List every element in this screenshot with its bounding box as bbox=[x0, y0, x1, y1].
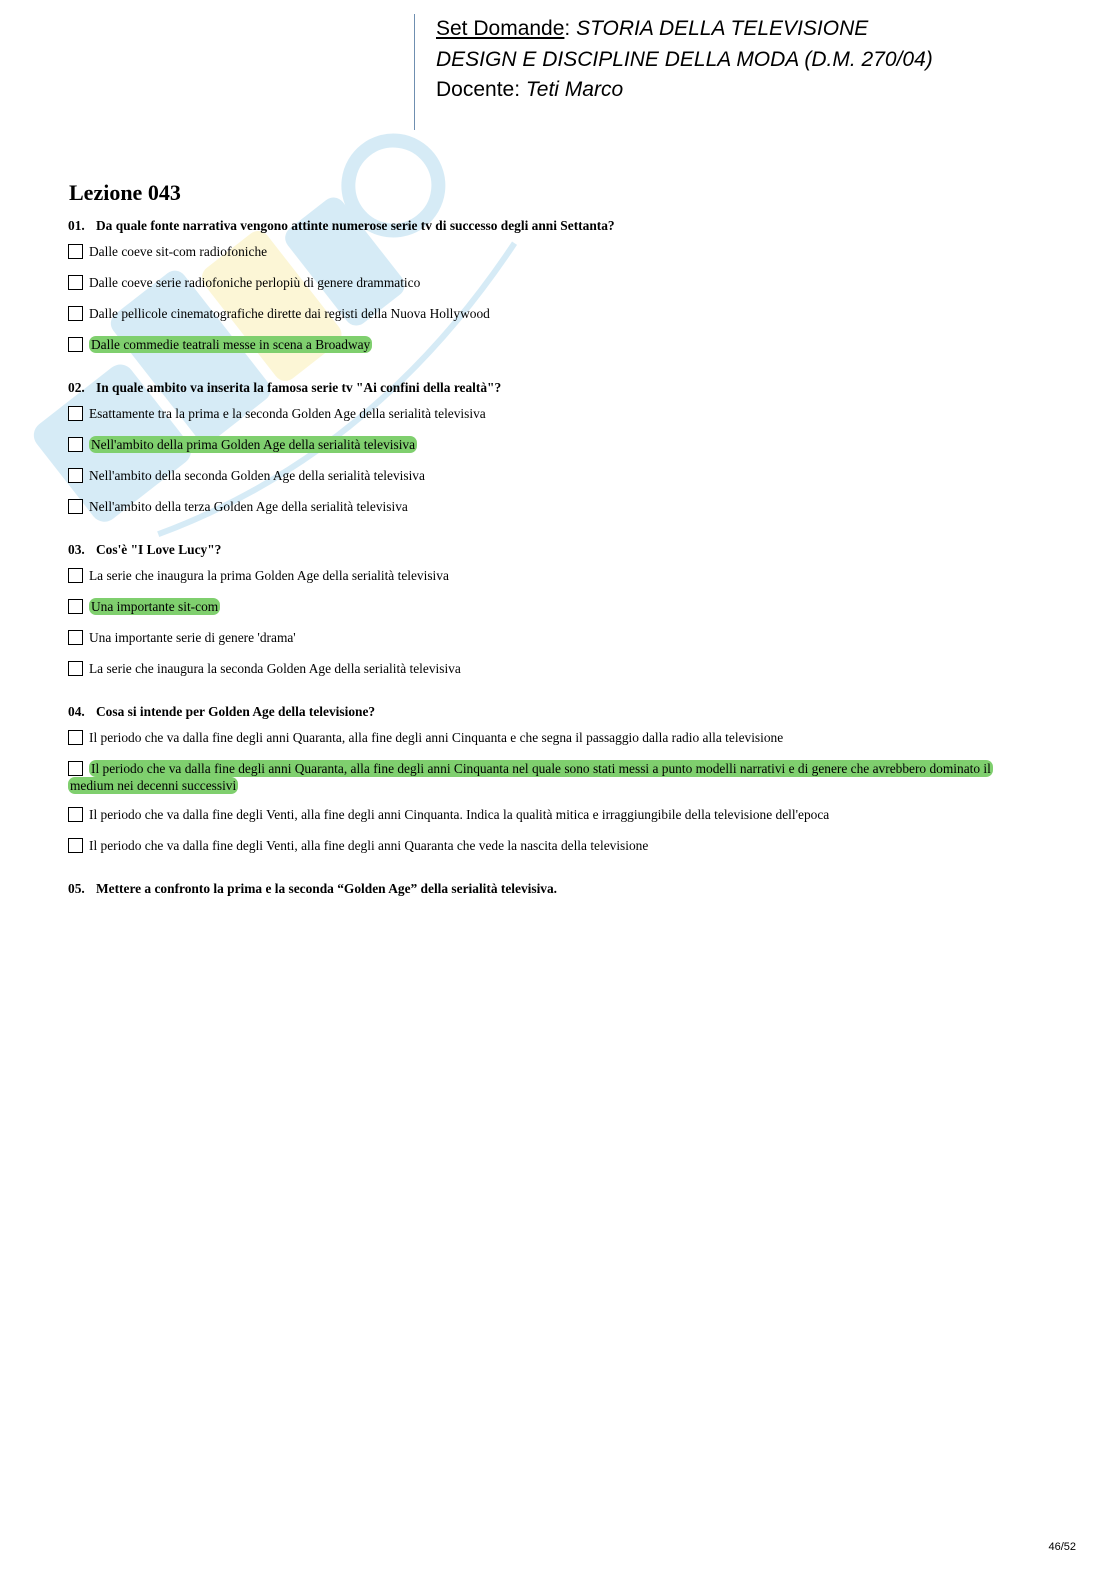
answer-checkbox[interactable] bbox=[68, 499, 83, 514]
question-block bbox=[68, 881, 1028, 897]
teacher-label: Docente: bbox=[436, 78, 526, 101]
answer-label bbox=[89, 806, 829, 823]
page-number: 46/52 bbox=[1048, 1541, 1076, 1553]
lesson-title: Lezione 043 bbox=[69, 180, 181, 205]
question-block bbox=[68, 542, 1028, 690]
answer-label bbox=[89, 629, 296, 646]
answer-checkbox[interactable] bbox=[68, 406, 83, 421]
correct-answer-highlight: Dalle commedie teatrali messe in scena a Broadway bbox=[91, 337, 371, 352]
question-number: 05. bbox=[68, 881, 85, 896]
question-block bbox=[68, 380, 1028, 528]
question-label: Da quale fonte narrativa vengono attinte numerose serie tv di successo degli anni Settanta? bbox=[96, 218, 615, 233]
answer-text: Il periodo che va dalla fine degli Venti, alla fine degli anni Quaranta che vede la nascita della televisione bbox=[89, 838, 649, 853]
correct-answer-highlight: Una importante sit-com bbox=[91, 599, 219, 614]
correct-answer-highlight: Il periodo che va dalla fine degli anni Quaranta, alla fine degli anni Cinquanta nel quale sono stati messi a punto modelli narrativi e di genere che avrebbero dominato il medium nei decenni successivi bbox=[70, 761, 991, 793]
answer-checkbox[interactable] bbox=[68, 568, 83, 583]
answer-checkbox[interactable] bbox=[68, 244, 83, 259]
answer-text: La serie che inaugura la seconda Golden Age della serialità televisiva bbox=[89, 661, 461, 676]
question-text bbox=[68, 881, 1028, 897]
question-text bbox=[68, 218, 1028, 234]
answer-checkbox[interactable] bbox=[68, 599, 83, 614]
answer-checkbox[interactable] bbox=[68, 468, 83, 483]
answer-checkbox[interactable] bbox=[68, 661, 83, 676]
answer-option[interactable] bbox=[68, 435, 1028, 466]
answer-label bbox=[89, 660, 461, 677]
answer-label bbox=[89, 336, 372, 353]
answer-option[interactable] bbox=[68, 728, 1028, 759]
answer-checkbox[interactable] bbox=[68, 306, 83, 321]
answer-text: Il periodo che va dalla fine degli Venti, alla fine degli anni Cinquanta. Indica la qualità mitica e irraggiungibile della televisione dell'epoca bbox=[89, 807, 830, 822]
answer-text: Il periodo che va dalla fine degli anni Quaranta, alla fine degli anni Cinquanta e che segna il passaggio dalla radio alla televisione bbox=[89, 730, 784, 745]
question-number: 01. bbox=[68, 218, 85, 233]
teacher-name: Teti Marco bbox=[525, 78, 624, 101]
answer-label bbox=[89, 243, 267, 260]
answer-text: Nell'ambito della seconda Golden Age della serialità televisiva bbox=[89, 468, 425, 483]
answer-option[interactable] bbox=[68, 404, 1028, 435]
answer-checkbox[interactable] bbox=[68, 838, 83, 853]
answer-checkbox[interactable] bbox=[68, 337, 83, 352]
question-label: Cos'è "I Love Lucy"? bbox=[96, 542, 222, 557]
set-title: STORIA DELLA TELEVISIONE bbox=[576, 17, 869, 40]
answer-option[interactable] bbox=[68, 335, 1028, 366]
answer-text: La serie che inaugura la prima Golden Age della serialità televisiva bbox=[89, 568, 449, 583]
answer-text: Dalle coeve sit-com radiofoniche bbox=[89, 244, 268, 259]
answer-option[interactable] bbox=[68, 242, 1028, 273]
answer-text: Dalle pellicole cinematografiche dirette dai registi della Nuova Hollywood bbox=[89, 306, 490, 321]
document-header: Set Domande: STORIA DELLA TELEVISIONE DESIGN E DISCIPLINE DELLA MODA (D.M. 270/04) Docente: Teti Marco bbox=[414, 14, 933, 130]
answer-checkbox[interactable] bbox=[68, 730, 83, 745]
answer-label bbox=[89, 467, 425, 484]
question-label: Mettere a confronto la prima e la seconda “Golden Age” della serialità televisiva. bbox=[96, 881, 558, 896]
question-label: Cosa si intende per Golden Age della televisione? bbox=[96, 704, 376, 719]
set-label: Set Domande bbox=[436, 17, 565, 40]
answer-label bbox=[68, 760, 1020, 794]
question-block bbox=[68, 704, 1028, 867]
question-list bbox=[68, 218, 1028, 911]
answer-text: Una importante serie di genere 'drama' bbox=[89, 630, 296, 645]
answer-option[interactable] bbox=[68, 497, 1028, 528]
answer-label bbox=[89, 567, 449, 584]
answer-checkbox[interactable] bbox=[68, 275, 83, 290]
answer-checkbox[interactable] bbox=[68, 630, 83, 645]
question-number: 02. bbox=[68, 380, 85, 395]
correct-answer-highlight: Nell'ambito della prima Golden Age della serialità televisiva bbox=[91, 437, 416, 452]
answer-label bbox=[89, 405, 486, 422]
answer-label bbox=[89, 305, 490, 322]
answer-label bbox=[89, 498, 408, 515]
answer-option[interactable] bbox=[68, 566, 1028, 597]
answer-option[interactable] bbox=[68, 659, 1028, 690]
answer-label bbox=[89, 274, 420, 291]
answer-option[interactable] bbox=[68, 597, 1028, 628]
answer-option[interactable] bbox=[68, 466, 1028, 497]
answer-checkbox[interactable] bbox=[68, 437, 83, 452]
question-text bbox=[68, 542, 1028, 558]
answer-text: Nell'ambito della terza Golden Age della serialità televisiva bbox=[89, 499, 408, 514]
question-number: 03. bbox=[68, 542, 85, 557]
answer-label bbox=[89, 837, 648, 854]
answer-text: Dalle coeve serie radiofoniche perlopiù di genere drammatico bbox=[89, 275, 421, 290]
question-text bbox=[68, 380, 1028, 396]
answer-checkbox[interactable] bbox=[68, 807, 83, 822]
answer-text: Esattamente tra la prima e la seconda Golden Age della serialità televisiva bbox=[89, 406, 486, 421]
answer-label bbox=[89, 436, 417, 453]
answer-option[interactable] bbox=[68, 273, 1028, 304]
answer-option[interactable] bbox=[68, 836, 1028, 867]
answer-option[interactable] bbox=[68, 759, 1028, 805]
answer-label bbox=[89, 729, 783, 746]
question-block bbox=[68, 218, 1028, 366]
question-text bbox=[68, 704, 1028, 720]
course-title: DESIGN E DISCIPLINE DELLA MODA (D.M. 270/04) bbox=[436, 47, 933, 71]
answer-option[interactable] bbox=[68, 304, 1028, 335]
question-number: 04. bbox=[68, 704, 85, 719]
answer-option[interactable] bbox=[68, 805, 1028, 836]
question-label: In quale ambito va inserita la famosa serie tv "Ai confini della realtà"? bbox=[96, 380, 502, 395]
answer-label bbox=[89, 598, 220, 615]
answer-option[interactable] bbox=[68, 628, 1028, 659]
